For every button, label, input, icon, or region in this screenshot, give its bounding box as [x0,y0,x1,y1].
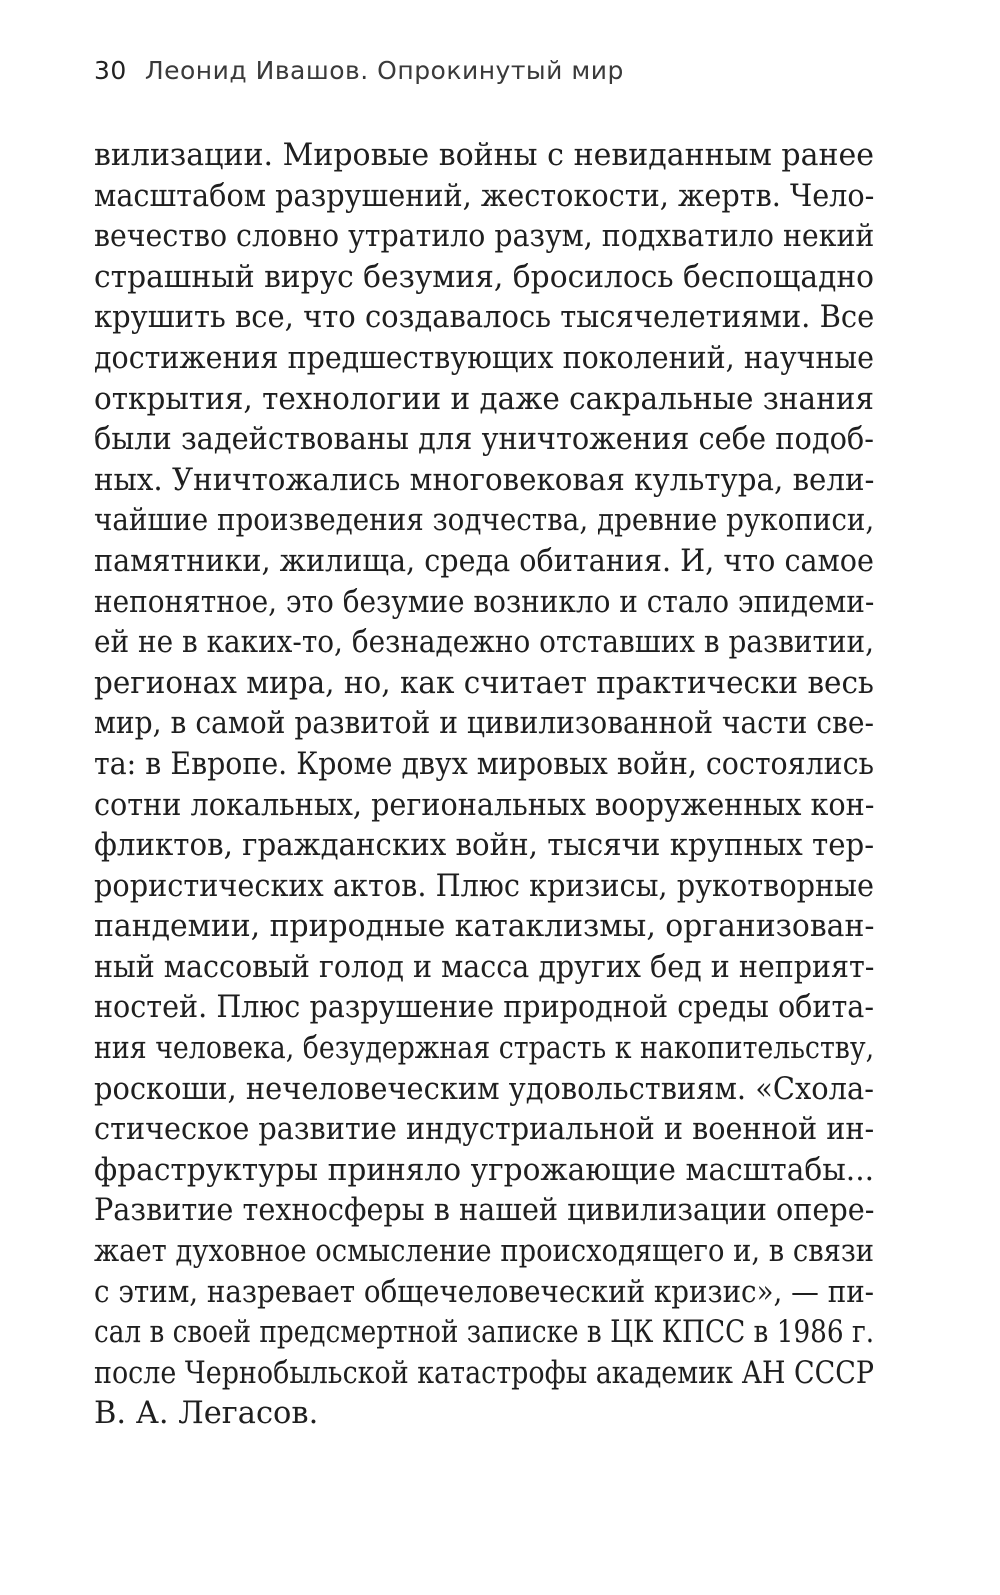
text-line: вечество словно утратило разум, подхватило некий [94,219,875,255]
text-line: вилизации. Мировые войны с невиданным ранее [94,138,874,173]
running-title: Леонид Ивашов. Опрокинутый мир [144,56,624,85]
text-line: страшный вирус безумия, бросилось беспощадно [94,259,875,295]
text-line: ей не в каких-то, безнадежно отставших в развитии, [94,625,874,661]
text-line: памятники, жилища, среда обитания. И, что самое [94,543,874,579]
text-line: фликтов, гражданских войн, тысячи крупных тер- [94,828,875,864]
text-line: крушить все, что создавалось тысячелетиями. Все [94,300,875,336]
text-line: после Чернобыльской катастрофы академик АН СССР [94,1355,875,1391]
text-line: достижения предшествующих поколений, научные [94,340,874,376]
text-line: сотни локальных, региональных вооруженных кон- [94,787,875,823]
text-line: пандемии, природные катаклизмы, организован- [94,909,875,945]
text-line: Развитие техносферы в нашей цивилизации опере- [94,1193,875,1229]
text-line: фраструктуры приняло угрожающие масштабы... [94,1152,875,1188]
page-number: 30 [94,56,127,85]
text-line: сал в своей предсмертной записке в ЦК КПСС в 1986 г. [94,1315,875,1351]
text-line: роскоши, нечеловеческим удовольствиям. «Схола- [94,1071,874,1107]
body-text [94,136,874,1435]
text-line: с этим, назревает общечеловеческий кризис», — пи- [94,1274,875,1310]
text-line: ностей. Плюс разрушение природной среды обита- [94,990,874,1026]
text-line: В. А. Легасов. [94,1396,319,1432]
running-head [94,56,624,85]
text-line: ных. Уничтожались многовековая культура, вели- [94,462,875,498]
text-line: непонятное, это безумие возникло и стало эпидеми- [94,584,875,620]
text-line: рористических актов. Плюс кризисы, рукотворные [94,868,875,904]
text-line: мир, в самой развитой и цивилизованной части све- [94,706,875,742]
text-line: ния человека, безудержная страсть к накопительству, [94,1031,875,1067]
text-line: регионах мира, но, как считает практически весь [94,665,874,701]
text-line: масштабом разрушений, жестокости, жертв. Чело- [94,178,875,214]
text-line: стическое развитие индустриальной и военной ин- [94,1112,875,1148]
text-line: были задействованы для уничтожения себе подоб- [94,422,874,458]
text-line: чайшие произведения зодчества, древние рукописи, [94,503,875,539]
text-line: открытия, технологии и даже сакральные знания [94,381,874,417]
text-line: жает духовное осмысление происходящего и, в связи [94,1234,875,1270]
text-line: та: в Европе. Кроме двух мировых войн, состоялись [94,746,875,782]
text-line: ный массовый голод и масса других бед и неприят- [94,949,875,985]
